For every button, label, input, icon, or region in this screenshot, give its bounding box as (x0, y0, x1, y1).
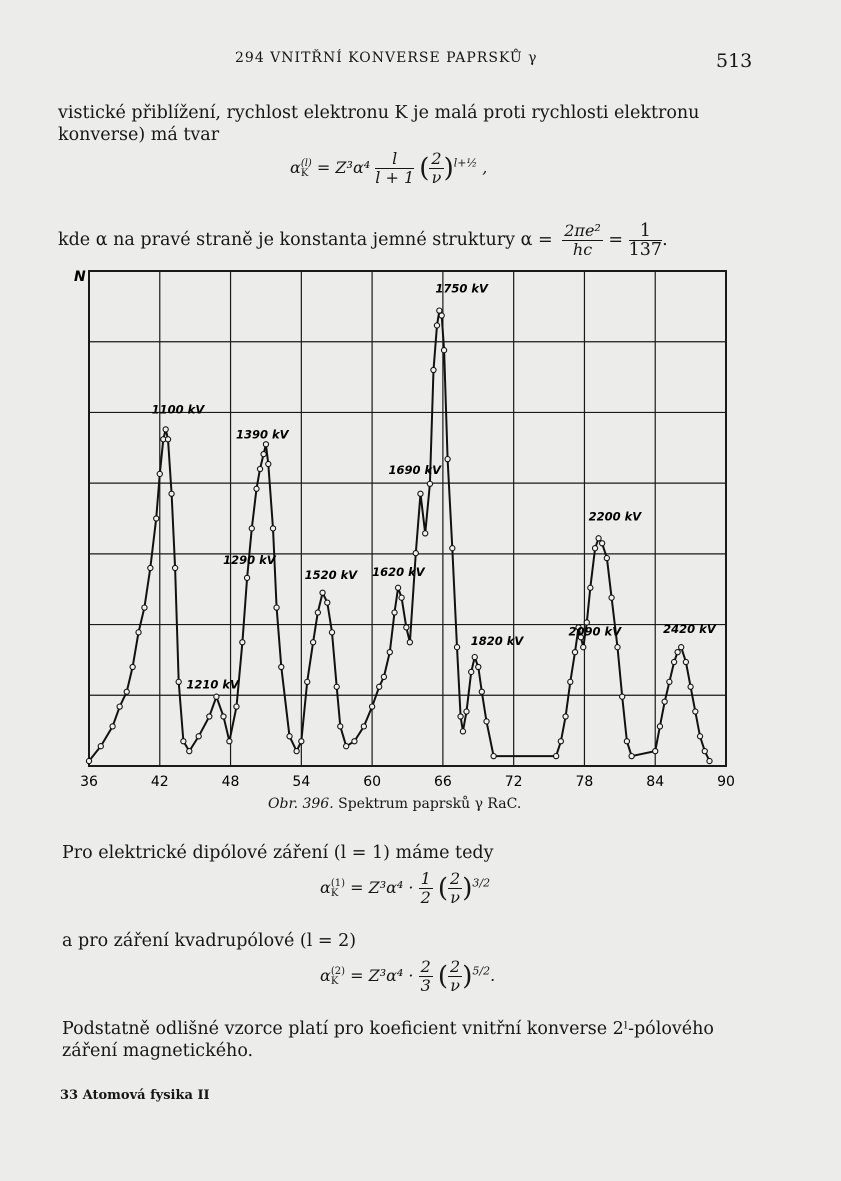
alpha-equals: = (608, 230, 624, 250)
x-tick-label: 54 (292, 774, 311, 790)
data-point (325, 600, 330, 605)
data-point (600, 541, 605, 546)
data-point (662, 699, 667, 704)
paragraph-2-tail: . (662, 230, 668, 250)
data-point (117, 704, 122, 709)
data-point (596, 536, 601, 541)
data-point (671, 659, 676, 664)
paragraph-4: a pro záření kvadrupólové (l = 2) (62, 931, 357, 951)
data-point (270, 526, 275, 531)
data-point (263, 442, 268, 447)
data-point (370, 704, 375, 709)
data-point (221, 714, 226, 719)
data-point (287, 734, 292, 739)
data-point (181, 739, 186, 744)
eq3-fraction (419, 958, 433, 995)
data-point (387, 650, 392, 655)
data-point (136, 630, 141, 635)
peak-label: 1210 kV (186, 677, 239, 692)
data-point (299, 739, 304, 744)
eq1-sup: (l) (300, 157, 312, 169)
eq1-paren-num: 2 (431, 149, 442, 168)
peak-label: 1620 kV (372, 564, 425, 579)
data-point (434, 323, 439, 328)
data-point (187, 749, 192, 754)
data-point (445, 457, 450, 462)
data-point (437, 308, 442, 313)
eq2-paren-num: 2 (450, 869, 461, 888)
data-point (439, 313, 444, 318)
eq2-rhs: = Z³α⁴ · (350, 878, 414, 897)
data-point (427, 481, 432, 486)
eq1-frac-den: l + 1 (375, 168, 415, 187)
peak-label: 1390 kV (235, 427, 289, 442)
eq1-sub: K (300, 167, 309, 179)
data-point (169, 491, 174, 496)
peak-label: 2090 kV (568, 624, 622, 639)
x-tick-label: 72 (504, 774, 523, 790)
data-point (257, 466, 262, 471)
eq1-frac-num: l (375, 150, 414, 169)
x-tick-label: 60 (363, 774, 382, 790)
peak-label: 1520 kV (304, 567, 358, 582)
data-point (707, 758, 712, 763)
data-point (702, 749, 707, 754)
data-point (142, 605, 147, 610)
peak-label: 1100 kV (151, 402, 205, 417)
data-point (454, 645, 459, 650)
data-point (261, 452, 266, 457)
data-point (460, 729, 465, 734)
data-point (667, 679, 672, 684)
data-point (675, 650, 680, 655)
data-point (407, 640, 412, 645)
x-tick-label: 78 (575, 774, 594, 790)
alpha-value-den: 137 (628, 240, 663, 260)
data-point (604, 556, 609, 561)
data-point (279, 664, 284, 669)
data-point (377, 684, 382, 689)
eq1-lhs: α (290, 158, 301, 177)
eq3-rhs: = Z³α⁴ · (350, 966, 414, 985)
data-point (98, 744, 103, 749)
data-point (620, 694, 625, 699)
data-point (592, 546, 597, 551)
data-point (294, 749, 299, 754)
data-point (413, 551, 418, 556)
eq2-paren-den: ν (450, 888, 460, 907)
data-point (476, 664, 481, 669)
eq2-exponent: 3/2 (472, 876, 491, 890)
paragraph-1-line-1: vistické přiblížení, rychlost elektronu K je malá proti rychlosti elektronu (58, 103, 700, 123)
data-point (558, 739, 563, 744)
eq2-sup: (1) (330, 877, 345, 889)
peak-label: 1290 kV (223, 552, 276, 567)
eq1-exponent: l+½ (453, 156, 478, 170)
eq2-sub: K (330, 887, 339, 899)
eq1-tail: , (482, 158, 488, 177)
data-point (464, 709, 469, 714)
data-point (130, 664, 135, 669)
data-point (254, 486, 259, 491)
data-point (683, 659, 688, 664)
data-point (423, 531, 428, 536)
data-point (629, 754, 634, 759)
data-point (693, 709, 698, 714)
x-tick-label: 84 (646, 774, 665, 790)
x-tick-label: 66 (433, 774, 452, 790)
y-axis-label: N (74, 269, 86, 285)
data-point (469, 669, 474, 674)
data-point (588, 585, 593, 590)
data-point (609, 595, 614, 600)
data-point (431, 367, 436, 372)
data-point (418, 491, 423, 496)
data-point (148, 565, 153, 570)
data-point (361, 724, 366, 729)
data-point (311, 640, 316, 645)
alpha-value-num: 1 (629, 222, 662, 241)
eq3-exponent: 5/2 (472, 964, 491, 978)
data-point (399, 595, 404, 600)
equation-2: α (1) K = Z³α⁴ · $\frac{1}{2}$ ( $\frac{2}{\nu}$ )$^{3/2}$ (320, 869, 491, 907)
x-tick-label: 90 (717, 774, 735, 790)
data-point (249, 526, 254, 531)
running-title: 294 VNITŘNÍ KONVERSE PAPRSKŮ γ (235, 50, 538, 66)
data-point (450, 546, 455, 551)
data-point (615, 645, 620, 650)
data-point (581, 645, 586, 650)
data-point (334, 684, 339, 689)
eq1-paren-den: ν (431, 168, 442, 187)
peak-label: 1690 kV (388, 462, 442, 477)
data-point (154, 516, 159, 521)
data-point (381, 674, 386, 679)
data-point (124, 689, 129, 694)
peak-label: 1750 kV (435, 281, 488, 296)
data-point (352, 739, 357, 744)
data-point (315, 610, 320, 615)
eq3-paren-den: ν (450, 976, 460, 995)
data-point (441, 348, 446, 353)
data-point (110, 724, 115, 729)
eq3-sub: K (330, 975, 339, 987)
data-point (240, 640, 245, 645)
data-point (392, 610, 397, 615)
data-point (227, 739, 232, 744)
alpha-frac-den: hc (572, 240, 593, 259)
data-point (305, 679, 310, 684)
x-tick-label: 42 (150, 774, 169, 790)
data-point (472, 655, 477, 660)
data-point (344, 744, 349, 749)
equation-1: α (l) K = Z³α⁴ $\frac{l}{l + 1}$ ( $\frac{2}{\nu}$ )$^{l+\frac{1}{2}}$ , (290, 149, 488, 187)
x-tick-label: 48 (221, 774, 240, 790)
caption-text: Spektrum paprsků γ RaC. (338, 796, 522, 812)
data-point (572, 650, 577, 655)
figure-caption (268, 796, 521, 812)
data-point (329, 630, 334, 635)
eq1-rhs: = Z³α⁴ (316, 158, 371, 177)
data-point (679, 645, 684, 650)
paragraph-2-text: kde α na pravé straně je konstanta jemné struktury α = (58, 230, 553, 250)
caption-prefix: Obr. 396. (268, 796, 334, 812)
eq3-lhs: α (320, 966, 331, 985)
data-point (491, 754, 496, 759)
data-point (395, 585, 400, 590)
page-footer: 33 Atomová fysika II (60, 1088, 210, 1103)
data-point (657, 724, 662, 729)
eq3-sup: (2) (330, 965, 345, 977)
paragraph-3: Pro elektrické dipólové záření (l = 1) máme tedy (62, 843, 494, 863)
data-point (624, 739, 629, 744)
data-point (176, 679, 181, 684)
data-point (458, 714, 463, 719)
alpha-frac-num: 2πe² (564, 221, 601, 240)
peak-label: 2420 kV (663, 622, 716, 637)
data-point (274, 605, 279, 610)
data-point (338, 724, 343, 729)
data-point (568, 679, 573, 684)
data-point (266, 461, 271, 466)
peak-label: 1820 kV (470, 634, 524, 649)
data-point (234, 704, 239, 709)
eq2-fraction (419, 870, 433, 907)
data-point (554, 754, 559, 759)
x-tick-label: 36 (80, 774, 98, 790)
eq3-paren-num: 2 (450, 957, 461, 976)
data-point (165, 437, 170, 442)
data-point (563, 714, 568, 719)
spectrum-line (89, 311, 710, 761)
data-point (244, 575, 249, 580)
data-point (157, 471, 162, 476)
eq3-frac-num: 2 (420, 957, 431, 976)
equation-3: α (2) K = Z³α⁴ · $\frac{2}{3}$ ( $\frac{2}{\nu}$ )$^{5/2}$. (320, 957, 496, 995)
data-point (196, 734, 201, 739)
peak-label: 2200 kV (588, 509, 642, 524)
eq2-frac-den: 2 (420, 888, 431, 907)
data-point (404, 625, 409, 630)
data-point (479, 689, 484, 694)
data-point (207, 714, 212, 719)
paragraph-1-line-2: konverse) má tvar (58, 125, 220, 145)
eq3-tail: . (490, 966, 496, 985)
data-point (688, 684, 693, 689)
data-point (653, 749, 658, 754)
paragraph-5-line-2: záření magnetického. (62, 1041, 254, 1061)
page-number: 513 (716, 50, 753, 72)
data-point (86, 758, 91, 763)
eq2-lhs: α (320, 878, 331, 897)
paragraph-5-line-1: Podstatně odlišné vzorce platí pro koeficient vnitřní konverse 2ˡ-pólového (62, 1019, 714, 1039)
data-point (214, 694, 219, 699)
eq3-frac-den: 3 (420, 976, 431, 995)
data-point (173, 565, 178, 570)
data-point (163, 427, 168, 432)
data-point (484, 719, 489, 724)
data-point (697, 734, 702, 739)
eq2-frac-num: 1 (420, 869, 431, 888)
data-point (320, 590, 325, 595)
